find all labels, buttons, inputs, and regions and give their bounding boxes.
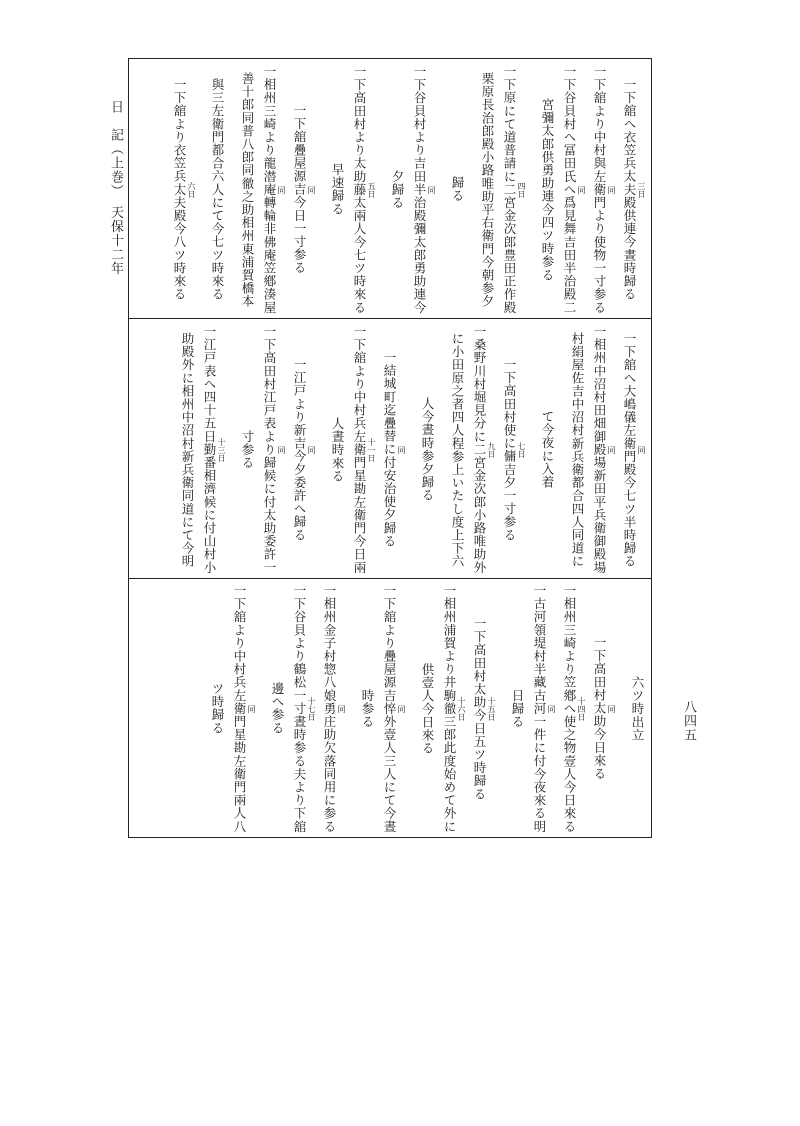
entry-text: 一下舘疊屋源吉今日一寸参る bbox=[292, 104, 307, 275]
entry-text: 時参る bbox=[360, 688, 375, 729]
running-head: 日 記（上巻） 天保十二年 bbox=[108, 100, 123, 276]
diary-entry bbox=[405, 585, 435, 832]
entry-text: に小田原之者四人程参上いたし度上下六 bbox=[450, 331, 465, 568]
diary-entry bbox=[435, 325, 465, 574]
diary-entry bbox=[375, 325, 405, 574]
entry-text: 一江戸より新吉今夕委許へ歸る bbox=[292, 357, 307, 542]
date-mark: 十四日 bbox=[577, 696, 586, 721]
entry-text: 一江戸表へ四十五日勤番相濟候に付山村小 bbox=[202, 325, 217, 574]
diary-entry bbox=[255, 65, 285, 314]
entry-text: 一桑野川村堀見分に二宮金次郎小路唯助外 bbox=[472, 325, 487, 574]
date-mark: 同 bbox=[397, 445, 406, 454]
entry-text: 與三左衛門都合六人にて今七ツ時來る bbox=[210, 78, 225, 301]
diary-entry bbox=[165, 325, 195, 574]
date-mark: 同 bbox=[547, 704, 556, 713]
entry-text: 村絹屋佐吉中沼村新兵衛都合四人同道に bbox=[570, 331, 585, 568]
entry-text: 一下高田村使に傭吉夕一寸参る bbox=[502, 357, 517, 542]
date-mark: 同 bbox=[607, 445, 616, 454]
diary-band-bottom bbox=[129, 579, 651, 836]
date-mark: 十五日 bbox=[487, 696, 496, 721]
diary-entry bbox=[195, 585, 225, 832]
entry-text: 一下舘より中村兵左衛門星勘左衛門今日兩 bbox=[352, 325, 367, 574]
diary-entry bbox=[555, 65, 585, 314]
diary-entry bbox=[465, 585, 495, 832]
diary-entry bbox=[555, 325, 585, 574]
entry-text: 一相州金子村惣八娘勇庄助欠落同用に参る bbox=[322, 584, 337, 833]
date-mark: 十六日 bbox=[457, 696, 466, 721]
entry-text: 一相州浦賀より井駒徹三郎此度始めて外に bbox=[442, 584, 457, 833]
diary-entry bbox=[255, 325, 285, 574]
entry-text: 早速歸る bbox=[330, 163, 345, 216]
entry-text: ツ時歸る bbox=[210, 682, 225, 735]
entry-text: 一相州中沼村田畑御殿場新田平兵衛御殿場 bbox=[592, 325, 607, 574]
date-mark: 同 bbox=[307, 445, 316, 454]
entry-text: 一下高田村より太助藤太兩人今七ツ時來る bbox=[352, 65, 367, 314]
date-mark: 同 bbox=[607, 704, 616, 713]
entry-text: 一下舘より中村與左衛門より使物一寸参る bbox=[592, 65, 607, 314]
entry-text: 六ツ時出立 bbox=[630, 675, 645, 742]
diary-entry bbox=[375, 585, 405, 832]
diary-entry bbox=[375, 65, 405, 314]
entry-text: 一下谷貝村へ冨田氏へ爲見舞吉田半治殿二 bbox=[562, 65, 577, 314]
diary-entry bbox=[615, 325, 645, 574]
diary-entry bbox=[315, 65, 345, 314]
date-mark: 同 bbox=[637, 445, 646, 454]
diary-entry bbox=[345, 65, 375, 314]
diary-frame bbox=[128, 58, 652, 838]
entry-text: 一下舘へ大嶋儀左衛門殿今七ツ半時歸る bbox=[622, 331, 637, 568]
entry-text: 寸参る bbox=[240, 429, 255, 470]
diary-entry bbox=[225, 325, 255, 574]
page-number: 八四五 bbox=[681, 700, 696, 742]
diary-entry bbox=[465, 65, 495, 314]
diary-band-middle bbox=[129, 319, 651, 578]
entry-text: 一下谷貝より鶴松一寸晝時参る夫より下舘 bbox=[292, 584, 307, 833]
diary-entry bbox=[195, 65, 225, 314]
diary-entry bbox=[285, 585, 315, 832]
entry-text: 一相州三崎より龍潜庵轉輪非佛庵笠鄕湊屋 bbox=[262, 65, 277, 314]
entry-text: 一下高田村江戸表より歸候に付太助委許一 bbox=[262, 325, 277, 574]
entry-text: 一下高田村太助今日來る bbox=[592, 636, 607, 781]
diary-entry bbox=[495, 65, 525, 314]
date-mark: 十一日 bbox=[367, 437, 376, 462]
entry-text: 一相州三崎より笠鄕へ使之物壹人今日來る bbox=[562, 584, 577, 833]
entry-text: て今夜に入着 bbox=[540, 410, 555, 489]
date-mark: 同 bbox=[427, 185, 436, 194]
entry-text: 一下舘へ衣笠兵太夫殿供連今晝時歸る bbox=[622, 78, 637, 301]
diary-entry bbox=[285, 325, 315, 574]
date-mark: 同 bbox=[397, 704, 406, 713]
date-mark: 同 bbox=[277, 185, 286, 194]
date-mark: 三日 bbox=[637, 181, 646, 198]
diary-entry bbox=[615, 65, 645, 314]
date-mark: 同 bbox=[277, 445, 286, 454]
date-mark: 五日 bbox=[367, 181, 376, 198]
diary-entry bbox=[525, 585, 555, 832]
diary-entry bbox=[435, 65, 465, 314]
diary-entry bbox=[585, 585, 615, 832]
diary-entry bbox=[165, 65, 195, 314]
date-mark: 同 bbox=[307, 185, 316, 194]
date-mark: 同 bbox=[607, 185, 616, 194]
entry-text: 歸る bbox=[450, 176, 465, 203]
diary-entry bbox=[495, 325, 525, 574]
entry-text: 一結城町迄疊替に付安治使夕歸る bbox=[382, 351, 397, 548]
diary-entry bbox=[495, 585, 525, 832]
entry-text: 一下舘より中村兵左衛門星勘左衛門兩人八 bbox=[232, 584, 247, 833]
diary-entry bbox=[465, 325, 495, 574]
diary-entry bbox=[405, 325, 435, 574]
entry-text: 日歸る bbox=[510, 688, 525, 729]
entry-text: 栗原長治郎殿小路唯助平右衛門今朝参夕 bbox=[480, 71, 495, 308]
date-mark: 四日 bbox=[517, 181, 526, 198]
diary-entry bbox=[555, 585, 585, 832]
entry-text: 助殿外に相州中沼村新兵衛同道にて今明 bbox=[180, 331, 195, 568]
diary-entry bbox=[255, 585, 285, 832]
entry-text: 夕歸る bbox=[390, 169, 405, 210]
entry-text: 善十郎同普八郎同徹之助相州東浦賀橋本 bbox=[240, 71, 255, 308]
date-mark: 十七日 bbox=[307, 696, 316, 721]
diary-entry bbox=[585, 325, 615, 574]
entry-text: 一下舘より衣笠兵太夫殿今八ツ時來る bbox=[172, 78, 187, 301]
diary-entry bbox=[345, 585, 375, 832]
diary-entry bbox=[285, 65, 315, 314]
entry-text: 邊へ参る bbox=[270, 682, 285, 735]
date-mark: 同 bbox=[577, 185, 586, 194]
entry-text: 人今晝時参夕歸る bbox=[420, 397, 435, 502]
diary-entry bbox=[195, 325, 225, 574]
diary-entry bbox=[585, 65, 615, 314]
entry-text: 一下原にて道普請に二宮金次郎豊田正作殿 bbox=[502, 65, 517, 314]
entry-text: 一下高田村太助今日五ツ時歸る bbox=[472, 616, 487, 801]
date-mark: 十三日 bbox=[217, 437, 226, 462]
date-mark: 同 bbox=[337, 704, 346, 713]
entry-text: 供壹人今日來る bbox=[420, 662, 435, 755]
diary-entry bbox=[315, 585, 345, 832]
diary-entry bbox=[225, 65, 255, 314]
date-mark: 六日 bbox=[187, 181, 196, 198]
diary-entry bbox=[615, 585, 645, 832]
diary-entry bbox=[225, 585, 255, 832]
date-mark: 九日 bbox=[487, 441, 496, 458]
entry-text: 人晝時來る bbox=[330, 416, 345, 483]
diary-entry bbox=[525, 65, 555, 314]
entry-text: 一下谷貝村より吉田半治殿彌太郎勇助連今 bbox=[412, 65, 427, 314]
entry-text: 宮彌太郎供勇助連今四ツ時参る bbox=[540, 97, 555, 282]
diary-entry bbox=[435, 585, 465, 832]
date-mark: 七日 bbox=[517, 441, 526, 458]
entry-text: 一下舘より疊屋源吉悴外壹人三人にて今晝 bbox=[382, 584, 397, 833]
date-mark: 同 bbox=[247, 704, 256, 713]
entry-text: 一古河領堤村半藏古河一件に付今夜來る明 bbox=[532, 584, 547, 833]
diary-band-top bbox=[129, 59, 651, 318]
diary-entry bbox=[345, 325, 375, 574]
diary-entry bbox=[405, 65, 435, 314]
diary-entry bbox=[525, 325, 555, 574]
diary-entry bbox=[315, 325, 345, 574]
